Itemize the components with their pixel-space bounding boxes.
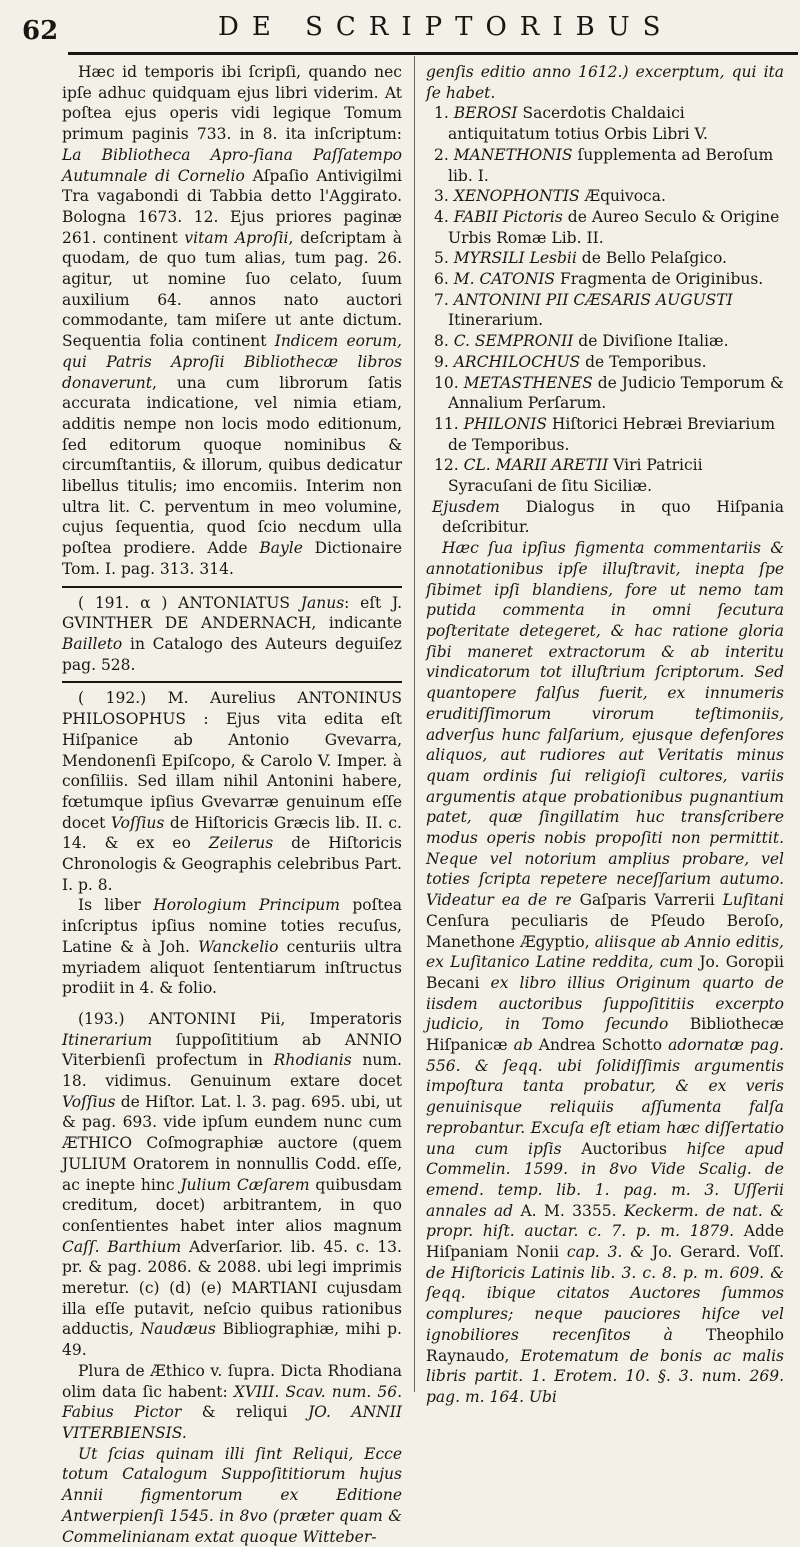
page-header [14, 6, 784, 50]
catalog-item: 7. ANTONINI PII CÆSARIS AUGUSTI Itinerarium. [434, 290, 733, 330]
section-rule [62, 681, 402, 683]
paragraph-aprosius: Hæc id temporis ibi ſcripſi, quando nec ipſe adhuc quidquam ejus libri viderim. At poſtea ejus operis vidi legique Tomum primum paginis 733. in 8. ita inſcriptum: La Bibliotheca Apro-ſiana Paſſatempo Autumnale di Cornelio Aſpaſio Antivigilmi Tra vagabondi di Tabbia detto l'Aggirato. Bologna 1673. 12. Ejus priores paginæ 261. continent vitam Aproſii, deſcriptam à quodam, de quo tum alias, tum pag. 26. agitur, ut nomine ſuo celato, ſuum auxilium 64. annos nato auctori commodante, tam miſere ut ante dictum. Sequentia folia continent Indicem eorum, qui Patris Aproſii Bibliothecæ libros donaverunt, una cum librorum ſatis accurata indicatione, vel nimia etiam, additis nempe non locis modo editionum, ſed editorum quoque nominibus & circumſtantiis, & illorum, quibus dedicatur libellus titulis; imo encomiis. Interim non ultra lit. C. perventum in meo volumine, cujus ſequentia, quod ſcio necdum ulla poſtea prodiere. Adde Bayle Dictionaire Tom. I. pag. 313. 314. [62, 63, 402, 578]
catalog-item: 11. PHILONIS Hiſtorici Hebræi Breviarium de Temporibus. [434, 414, 776, 454]
page-number: 62 [22, 16, 59, 46]
annius-catalog-list [426, 103, 784, 496]
catalog-item: 10. METASTHENES de Judicio Temporum & Annalium Perſarum. [434, 373, 784, 413]
column-divider [414, 56, 415, 1392]
catalogus-continued: genſis editio anno 1612.) excerptum, qui ita ſe habet. [426, 63, 784, 102]
entry-192: ( 192.) M. Aurelius ANTONINUS PHILOSOPHUS : Ejus vita edita eſt Hiſpanice ab Antonio Gvevarra, Mendonenſi Epiſcopo, & Carolo V. Imper. à conſiliis. Sed illam nihil Antonini habere, fœtumque ipſius Gvevarræ genuinum eſſe docet Voſſius de Hiſtoricis Græcis lib. II. c. 14. & ex eo Zeilerus de Hiſtoricis Chronologis & Geographis celebribus Part. I. p. 8. [62, 689, 402, 894]
catalog-item: 1. BEROSI Sacerdotis Chaldaici antiquitatum totius Orbis Libri V. [434, 104, 708, 144]
catalog-item: 2. MANETHONIS ſupplementa ad Beroſum lib. I. [434, 145, 774, 185]
catalog-item: 3. XENOPHONTIS Æquivoca. [434, 187, 666, 206]
rhodiana-note: Plura de Æthico v. ſupra. Dicta Rhodiana olim data ſic habent: XVIII. Scav. num. 56. Fabius Pictor & reliqui JO. ANNII VITERBIENSIS. [62, 1361, 402, 1442]
header-rule [68, 52, 798, 55]
catalog-item: 6. M. CATONIS Fragmenta de Originibus. [434, 270, 764, 289]
left-column [62, 62, 402, 1547]
catalogus-intro: Ut ſcias quinam illi ſint Reliqui, Ecce totum Catalogum Suppoſititiorum hujus Annii figmentorum ex Editione Antwerpienſi 1545. in 8vo (præter quam & Commelinianam extat quoque Witteber- [62, 1444, 402, 1546]
catalog-item: 4. FABII Pictoris de Aureo Seculo & Origine Urbis Romæ Lib. II. [434, 207, 780, 247]
entry-193: (193.) ANTONINI Pii, Imperatoris Itinerarium ſuppoſititium ab ANNIO Viterbienſi profectum in Rhodianis num. 18. vidimus. Genuinum extare docet Voſſius de Hiſtor. Lat. l. 3. pag. 695. ubi, ut & pag. 693. vide ipſum eundem nunc cum ÆTHICO Coſmographiæ auctore (quem JULIUM Oratorem in nonnullis Codd. eſſe, ac inepte hinc Julium Cæſarem quibusdam creditum, docet) arbitrantem, in quo conſentientes habet inter alios magnum Caſſ. Barthium Adverſarior. lib. 45. c. 13. pr. & pag. 2086. & 2088. ubi legi imprimis meretur. (c) (d) (e) MARTIANI cujusdam illa eſſe putavit, neſcio quibus rationibus adductis, Naudæus Bibliographiæ, mihi p. 49. [62, 1009, 402, 1360]
entry-192-continued: Is liber Horologium Principum poſtea inſcriptus ipſius nomine toties recuſus, Latine & à Joh. Wanckelio centuriis ultra myriadem aliquot ſententiarum inſtructus prodiit in 4. & folio. [62, 896, 403, 998]
entry-191a: ( 191. α ) ANTONIATUS Janus: eſt J. GVINTHER DE ANDERNACH, indicante Bailleto in Catalogo des Auteurs deguiſez pag. 528. [62, 593, 402, 674]
catalog-item: 9. ARCHILOCHUS de Temporibus. [434, 352, 707, 371]
section-rule [62, 586, 402, 588]
catalog-item: 8. C. SEMPRONII de Diviſione Italiæ. [434, 332, 729, 351]
catalog-item: 12. CL. MARII ARETII Viri Patricii Syracuſani de ſitu Siciliæ. [434, 456, 703, 496]
right-column [426, 62, 784, 1408]
running-title: DE SCRIPTORIBUS [218, 12, 674, 42]
catalog-ejusdem: Ejusdem Dialogus in quo Hiſpania deſcribitur. [432, 497, 784, 537]
commentary-paragraph: Hæc ſua ipſius figmenta commentariis & annotationibus ipſe illuſtravit, inepta ſpe ſibimet ipſi blandiens, fore ut nemo tam putida commenta in omni ſecutura poſteritate detegeret, & hac ratione gloria ſibi maneret extractorum & ab interitu vindicatorum tot illuſtrium ſcriptorum. Sed quantopere falſus fuerit, ex innumeris eruditiſſimorum virorum teſtimoniis, adverſus hunc falſarium, ejusque defenſores aliquos, aut rudiores aut Veritatis minus quam ordinis ſui religioſi cultores, variis argumentis atque probationibus pugnantium patet, quæ ſingillatim huc transſcribere modus operis nobis propoſiti non permittit. Neque vel notorium amplius probare, vel toties ſcripta repetere neceſſarium autumo. Videatur ea de re Gaſparis Varrerii Luſitani Cenſura peculiaris de Pſeudo Beroſo, Manethone Ægyptio, aliisque ab Annio editis, ex Luſitanico Latine reddita, cum Jo. Goropii Becani ex libro illius Originum quarto de iisdem auctoribus ſuppoſititiis excerpto judicio, in Tomo ſecundo Bibliothecæ Hiſpanicæ ab Andrea Schotto adornatæ pag. 556. & ſeqq. ubi ſolidiſſimis argumentis impoſtura tanta probatur, & ex veris genuinisque reliquiis aſſumenta falſa reprobantur. Excuſa eſt etiam hæc diſſertatio una cum ipſis Auctoribus hiſce apud Commelin. 1599. in 8vo Vide Scalig. de emend. temp. lib. 1. pag. m. 3. Uſſerii annales ad A. M. 3355. Keckerm. de nat. & propr. hiſt. auctar. c. 7. p. m. 1879. Adde Hiſpaniam Nonii cap. 3. & Jo. Gerard. Voſſ. de Hiſtoricis Latinis lib. 3. c. 8. p. m. 609. & ſeqq. ibique citatos Auctores ſummos complures; neque pauciores hiſce vel ignobiliores recenſitos à Theophilo Raynaudo, Erotematum de bonis ac malis libris partit. 1. Erotem. 10. §. 3. num. 269. pag. m. 164. Ubi [426, 539, 784, 1406]
catalog-item: 5. MYRSILI Lesbii de Bello Pelaſgico. [434, 249, 727, 268]
